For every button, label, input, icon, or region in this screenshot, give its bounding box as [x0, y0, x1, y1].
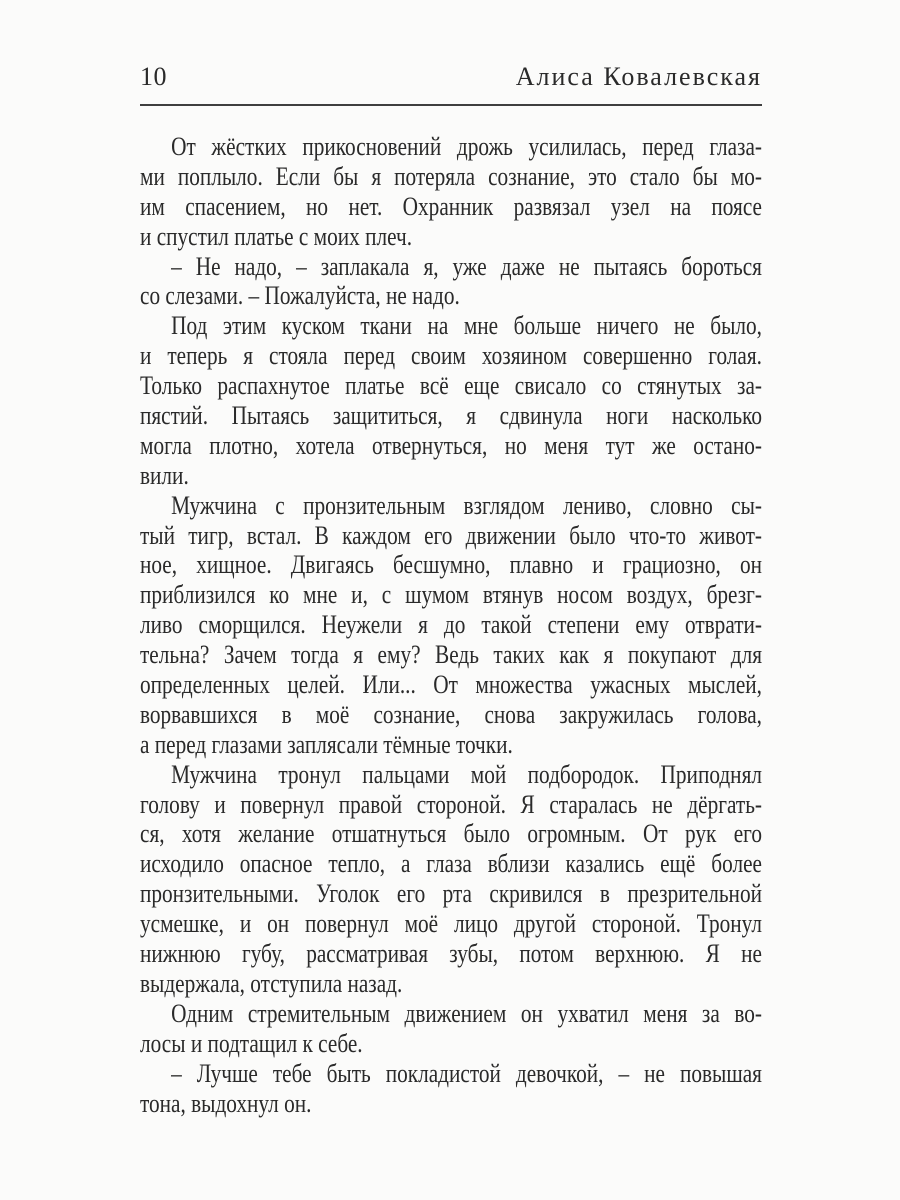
text-line: Мужчина с пронзительным взглядом лениво, словно сы- — [171, 490, 762, 520]
paragraph — [140, 491, 762, 760]
text-line: пястий. Пытаясь защититься, я сдвинула ноги насколько — [140, 401, 762, 431]
text-line: голову и повернул правой стороной. Я старалась не дёргать- — [140, 789, 762, 819]
body-text — [140, 132, 762, 1118]
text-line: приблизился ко мне и, с шумом втянув носом воздух, брезг- — [140, 580, 762, 610]
running-header — [140, 64, 762, 106]
text-line: ся, хотя желание отшатнуться было огромным. От рук его — [140, 819, 762, 849]
text-line: – Лучше тебе быть покладистой девочкой, – не повышая — [171, 1058, 762, 1088]
text-line: со слезами. – Пожалуйста, не надо. — [140, 281, 460, 311]
text-line: ворвавшихся в моё сознание, снова закружилась голова, — [140, 699, 762, 729]
text-line: а перед глазами заплясали тёмные точки. — [140, 729, 513, 759]
paragraph — [140, 760, 762, 999]
page-content — [140, 64, 762, 1118]
paragraph — [140, 311, 762, 490]
text-line: От жёстких прикосновений дрожь усилилась, перед глаза- — [171, 132, 762, 161]
text-line: вили. — [140, 460, 189, 490]
text-line: могла плотно, хотела отвернуться, но меня тут же остано- — [140, 430, 762, 460]
text-line: Под этим куском ткани на мне больше ничего не было, — [171, 311, 762, 341]
text-line: определенных целей. Или... От множества ужасных мыслей, — [140, 670, 762, 700]
text-line: Одним стремительным движением он ухватил меня за во- — [171, 998, 762, 1028]
text-line: Только распахнутое платье всё еще свисало со стянутых за- — [140, 371, 762, 401]
paragraph — [140, 1059, 762, 1119]
text-line: тый тигр, встал. В каждом его движении было что-то живот- — [140, 520, 762, 550]
text-line: исходило опасное тепло, а глаза вблизи казались ещё более — [140, 849, 762, 879]
text-line: тельна? Зачем тогда я ему? Ведь таких как я покупают для — [140, 640, 762, 670]
paragraph — [140, 252, 762, 312]
paragraph — [140, 999, 762, 1059]
text-line: Мужчина тронул пальцами мой подбородок. Приподнял — [171, 759, 762, 789]
paragraph — [140, 132, 762, 252]
text-line: выдержала, отступила назад. — [140, 968, 403, 998]
text-line: тона, выдохнул он. — [140, 1088, 312, 1118]
text-line: нижнюю губу, рассматривая зубы, потом верхнюю. Я не — [140, 939, 762, 969]
text-line: усмешке, и он повернул моё лицо другой стороной. Тронул — [140, 909, 762, 939]
text-line: ми поплыло. Если бы я потеряла сознание, это стало бы мо- — [140, 161, 762, 191]
page-number: 10 — [140, 62, 167, 91]
text-line: ное, хищное. Двигаясь бесшумно, плавно и грациозно, он — [140, 550, 762, 580]
text-line: и теперь я стояла перед своим хозяином совершенно голая. — [140, 341, 762, 371]
text-line: и спустил платье с моих плеч. — [140, 221, 413, 251]
text-line: им спасением, но нет. Охранник развязал узел на поясе — [140, 191, 762, 221]
text-line: ливо сморщился. Неужели я до такой степени ему отврати- — [140, 610, 762, 640]
text-line: – Не надо, – заплакала я, уже даже не пытаясь бороться — [171, 251, 762, 281]
text-line: лосы и подтащил к себе. — [140, 1028, 363, 1058]
running-head-author: Алиса Ковалевская — [515, 62, 762, 91]
text-line: пронзительными. Уголок его рта скривился в презрительной — [140, 879, 762, 909]
